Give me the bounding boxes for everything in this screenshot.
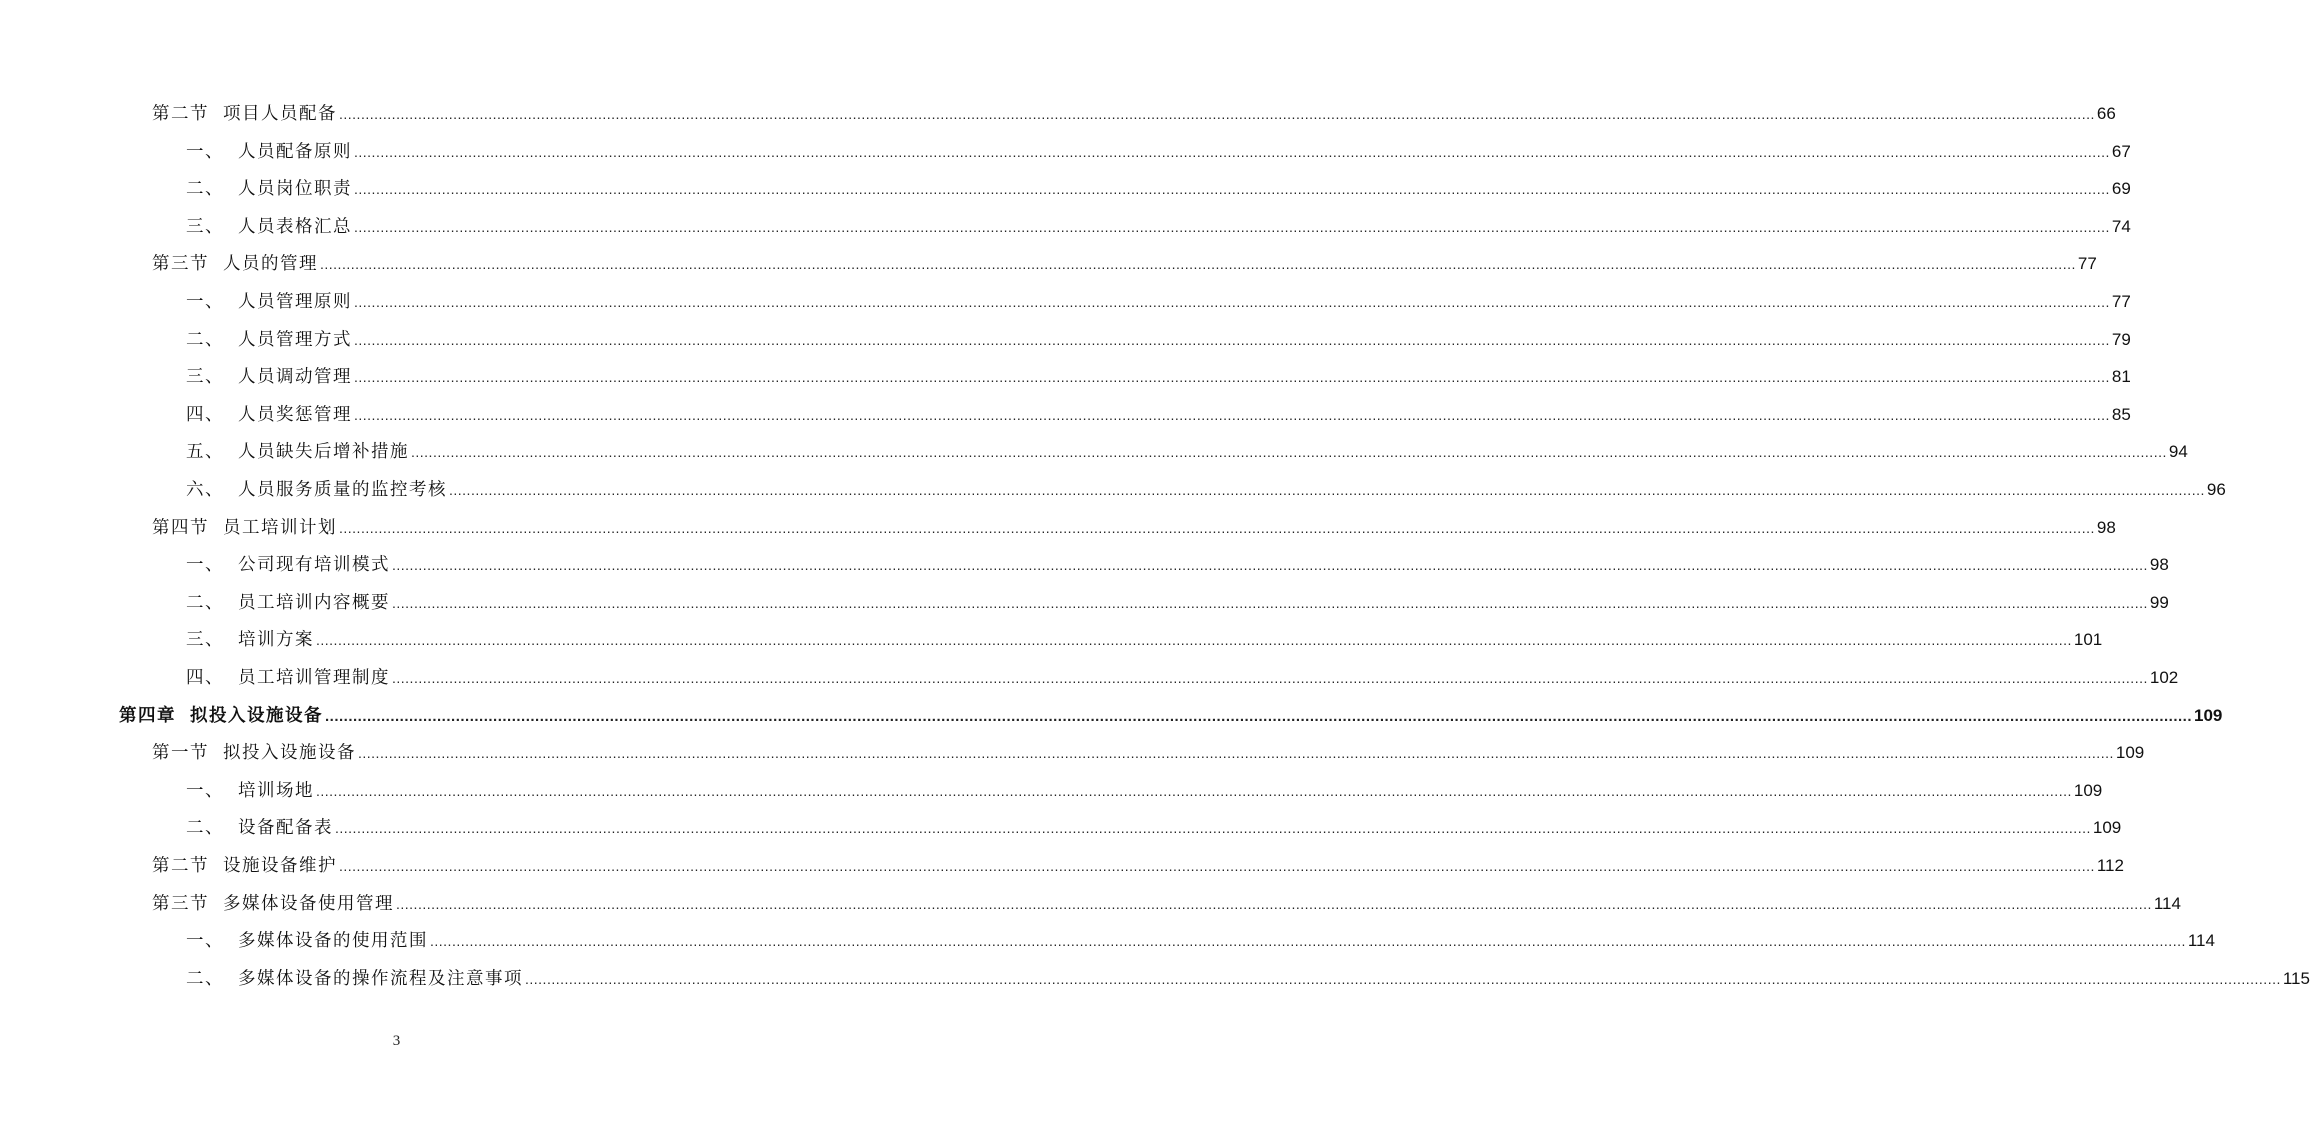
- toc-entry-label: 二、: [186, 179, 224, 200]
- dot-leader: ................................................................................................................................................................................................................................................................................................................................................................................................................: [449, 482, 2205, 498]
- toc-entry-title: [152, 852, 337, 877]
- dot-leader: ................................................................................................................................................................................................................................................................................................................................................................................................................: [354, 143, 2110, 160]
- toc-section-entry[interactable]: [152, 100, 2116, 138]
- toc-entry-page: 74: [2111, 216, 2131, 236]
- toc-entry-text: 人员奖惩管理: [238, 404, 352, 425]
- toc-entry-page: 98: [2149, 555, 2169, 575]
- toc-item-entry[interactable]: [186, 626, 2103, 664]
- dot-leader: ................................................................................................................................................................................................................................................................................................................................................................................................................: [354, 406, 2110, 423]
- toc-item-entry[interactable]: [186, 664, 2179, 702]
- dot-leader: ................................................................................................................................................................................................................................................................................................................................................................................................................: [354, 181, 2110, 198]
- toc-item-entry[interactable]: [186, 288, 2131, 326]
- dot-leader: ................................................................................................................................................................................................................................................................................................................................................................................................................: [354, 369, 2110, 386]
- toc-entry-text: 拟投入设施设备: [223, 743, 356, 764]
- toc-entry-title: [186, 363, 352, 388]
- dot-leader: ................................................................................................................................................................................................................................................................................................................................................................................................................: [316, 632, 2072, 649]
- toc-item-entry[interactable]: [186, 401, 2131, 439]
- toc-entry-title: [186, 664, 390, 689]
- dot-leader: ................................................................................................................................................................................................................................................................................................................................................................................................................: [339, 519, 2095, 536]
- toc-section-entry[interactable]: [152, 514, 2116, 552]
- toc-entry-title: [119, 702, 323, 727]
- toc-item-entry[interactable]: [186, 927, 2215, 965]
- toc-entry-title: [186, 138, 352, 163]
- toc-entry-title: [186, 175, 352, 200]
- toc-entry-page: 77: [2111, 292, 2131, 311]
- dot-leader: ................................................................................................................................................................................................................................................................................................................................................................................................................: [392, 557, 2148, 574]
- toc-entry-title: [186, 626, 314, 651]
- toc-entry-page: 109: [2073, 780, 2103, 800]
- toc-entry-label: 五、: [186, 442, 224, 463]
- toc-entry-label: 一、: [186, 931, 224, 952]
- toc-entry-page: 109: [2092, 818, 2122, 838]
- dot-leader: ................................................................................................................................................................................................................................................................................................................................................................................................................: [316, 782, 2072, 799]
- toc-entry-text: 人员管理方式: [238, 329, 352, 350]
- toc-entry-title: [186, 326, 352, 351]
- toc-entry-title: [186, 213, 352, 238]
- toc-entry-label: 第二节: [152, 104, 209, 124]
- toc-item-entry[interactable]: [186, 589, 2169, 627]
- dot-leader: ................................................................................................................................................................................................................................................................................................................................................................................................................: [339, 858, 2095, 874]
- toc-entry-page: 67: [2111, 141, 2131, 161]
- dot-leader: ................................................................................................................................................................................................................................................................................................................................................................................................................: [392, 670, 2148, 686]
- toc-entry-page: 109: [2115, 743, 2145, 763]
- toc-entry-text: 公司现有培训模式: [238, 555, 390, 576]
- toc-entry-text: 人员缺失后增补措施: [238, 442, 409, 463]
- toc-entry-title: [186, 476, 447, 501]
- dot-leader: ................................................................................................................................................................................................................................................................................................................................................................................................................: [396, 895, 2152, 912]
- toc-entry-label: 第三节: [152, 254, 209, 275]
- toc-entry-text: 多媒体设备的使用范围: [238, 931, 428, 952]
- toc-entry-title: [152, 514, 337, 539]
- toc-entry-title: [152, 890, 394, 915]
- toc-entry-page: 109: [2194, 705, 2223, 725]
- toc-entry-label: 第三节: [152, 893, 209, 914]
- dot-leader: ................................................................................................................................................................................................................................................................................................................................................................................................................: [354, 218, 2110, 235]
- toc-entry-page: 115: [2282, 968, 2310, 988]
- toc-entry-page: 79: [2111, 329, 2131, 349]
- toc-item-entry[interactable]: [186, 175, 2131, 213]
- dot-leader: ................................................................................................................................................................................................................................................................................................................................................................................................................: [430, 933, 2186, 950]
- toc-entry-label: 一、: [186, 292, 224, 312]
- toc-entry-page: 112: [2096, 856, 2124, 875]
- toc-entry-page: 114: [2153, 893, 2181, 913]
- toc-entry-page: 102: [2149, 668, 2179, 687]
- toc-item-entry[interactable]: [186, 814, 2122, 852]
- toc-entry-text: 人员服务质量的监控考核: [238, 480, 447, 500]
- toc-entry-label: 第四章: [119, 705, 176, 726]
- toc-entry-label: 四、: [186, 404, 224, 425]
- toc-entry-label: 三、: [186, 216, 224, 237]
- toc-item-entry[interactable]: [186, 551, 2169, 589]
- toc-entry-label: 第一节: [152, 743, 209, 764]
- toc-entry-label: 二、: [186, 818, 224, 839]
- toc-entry-label: 一、: [186, 141, 224, 162]
- toc-entry-text: 设备配备表: [238, 818, 333, 839]
- dot-leader: ................................................................................................................................................................................................................................................................................................................................................................................................................: [411, 444, 2167, 461]
- toc-entry-text: 人员配备原则: [238, 141, 352, 162]
- dot-leader: ................................................................................................................................................................................................................................................................................................................................................................................................................: [335, 820, 2091, 837]
- toc-entry-label: 第四节: [152, 517, 209, 538]
- toc-section-entry[interactable]: [152, 852, 2124, 890]
- toc-entry-label: 一、: [186, 555, 224, 576]
- toc-entry-page: 101: [2073, 630, 2103, 650]
- toc-entry-label: 一、: [186, 780, 224, 801]
- toc-entry-page: 99: [2149, 592, 2169, 612]
- toc-entry-text: 员工培训管理制度: [238, 668, 390, 688]
- toc-entry-text: 人员岗位职责: [238, 179, 352, 200]
- toc-entry-title: [152, 739, 356, 764]
- toc-item-entry[interactable]: [186, 213, 2131, 251]
- toc-entry-text: 项目人员配备: [223, 104, 337, 124]
- toc-item-entry[interactable]: [186, 326, 2131, 364]
- toc-entry-title: [186, 814, 333, 839]
- toc-section-entry[interactable]: [152, 890, 2181, 928]
- toc-entry-page: 69: [2111, 179, 2131, 199]
- dot-leader: ................................................................................................................................................................................................................................................................................................................................................................................................................: [358, 745, 2114, 762]
- toc-entry-text: 员工培训计划: [223, 517, 337, 538]
- toc-entry-text: 多媒体设备使用管理: [223, 893, 394, 914]
- toc-entry-label: 三、: [186, 630, 224, 651]
- toc-entry-text: 人员表格汇总: [238, 216, 352, 237]
- toc-entry-title: [186, 401, 352, 426]
- toc-entry-title: [152, 100, 337, 125]
- toc-entry-text: 拟投入设施设备: [190, 705, 323, 726]
- toc-entry-title: [186, 288, 352, 313]
- toc-entry-text: 人员管理原则: [238, 292, 352, 312]
- toc-entry-title: [186, 551, 390, 576]
- dot-leader: ................................................................................................................................................................................................................................................................................................................................................................................................................: [339, 106, 2095, 122]
- toc-entry-page: 114: [2187, 931, 2215, 951]
- toc-entry-page: 77: [2077, 254, 2097, 274]
- toc-item-entry[interactable]: [186, 438, 2188, 476]
- toc-entry-label: 第二节: [152, 856, 209, 876]
- dot-leader: ................................................................................................................................................................................................................................................................................................................................................................................................................: [354, 331, 2110, 348]
- toc-entry-title: [186, 927, 428, 952]
- toc-entry-title: [186, 965, 523, 990]
- toc-entry-title: [186, 589, 390, 614]
- toc-entry-page: 96: [2206, 480, 2226, 499]
- toc-item-entry[interactable]: [186, 965, 2310, 1003]
- toc-entry-text: 人员的管理: [223, 254, 318, 275]
- dot-leader: ................................................................................................................................................................................................................................................................................................................................................................................................................: [525, 970, 2281, 987]
- toc-entry-label: 二、: [186, 329, 224, 350]
- toc-entry-label: 二、: [186, 592, 224, 613]
- dot-leader: ................................................................................................................................................................................................................................................................................................................................................................................................................: [354, 294, 2110, 310]
- toc-entry-label: 三、: [186, 367, 224, 388]
- toc-entry-title: [152, 250, 318, 275]
- page-number: 3: [392, 1033, 401, 1049]
- toc-entry-text: 培训场地: [238, 780, 314, 801]
- toc-section-entry[interactable]: [152, 250, 2097, 288]
- toc-entry-text: 设施设备维护: [223, 856, 337, 876]
- toc-entry-page: 81: [2111, 367, 2131, 387]
- dot-leader: ................................................................................................................................................................................................................................................................................................................................................................................................................: [320, 256, 2076, 273]
- dot-leader: ................................................................................................................................................................................................................................................................................................................................................................................................................: [325, 707, 2192, 725]
- toc-entry-label: 二、: [186, 968, 224, 989]
- toc-entry-title: [186, 438, 409, 463]
- toc-entry-text: 培训方案: [238, 630, 314, 651]
- toc-entry-page: 66: [2096, 104, 2116, 123]
- toc-section-entry[interactable]: [152, 739, 2145, 777]
- toc-entry-title: [186, 777, 314, 802]
- toc-item-entry[interactable]: [186, 476, 2226, 514]
- toc-item-entry[interactable]: [186, 138, 2131, 176]
- toc-entry-label: 六、: [186, 480, 224, 500]
- toc-entry-page: 98: [2096, 517, 2116, 537]
- toc-entry-text: 员工培训内容概要: [238, 592, 390, 613]
- toc-entry-text: 多媒体设备的操作流程及注意事项: [238, 968, 523, 989]
- dot-leader: ................................................................................................................................................................................................................................................................................................................................................................................................................: [392, 594, 2148, 611]
- toc-chapter-entry[interactable]: [119, 702, 2223, 740]
- toc-item-entry[interactable]: [186, 777, 2103, 815]
- toc-entry-text: 人员调动管理: [238, 367, 352, 388]
- toc-item-entry[interactable]: [186, 363, 2131, 401]
- toc-entry-page: 94: [2168, 442, 2188, 462]
- toc-entry-page: 85: [2111, 404, 2131, 424]
- toc-entry-label: 四、: [186, 668, 224, 688]
